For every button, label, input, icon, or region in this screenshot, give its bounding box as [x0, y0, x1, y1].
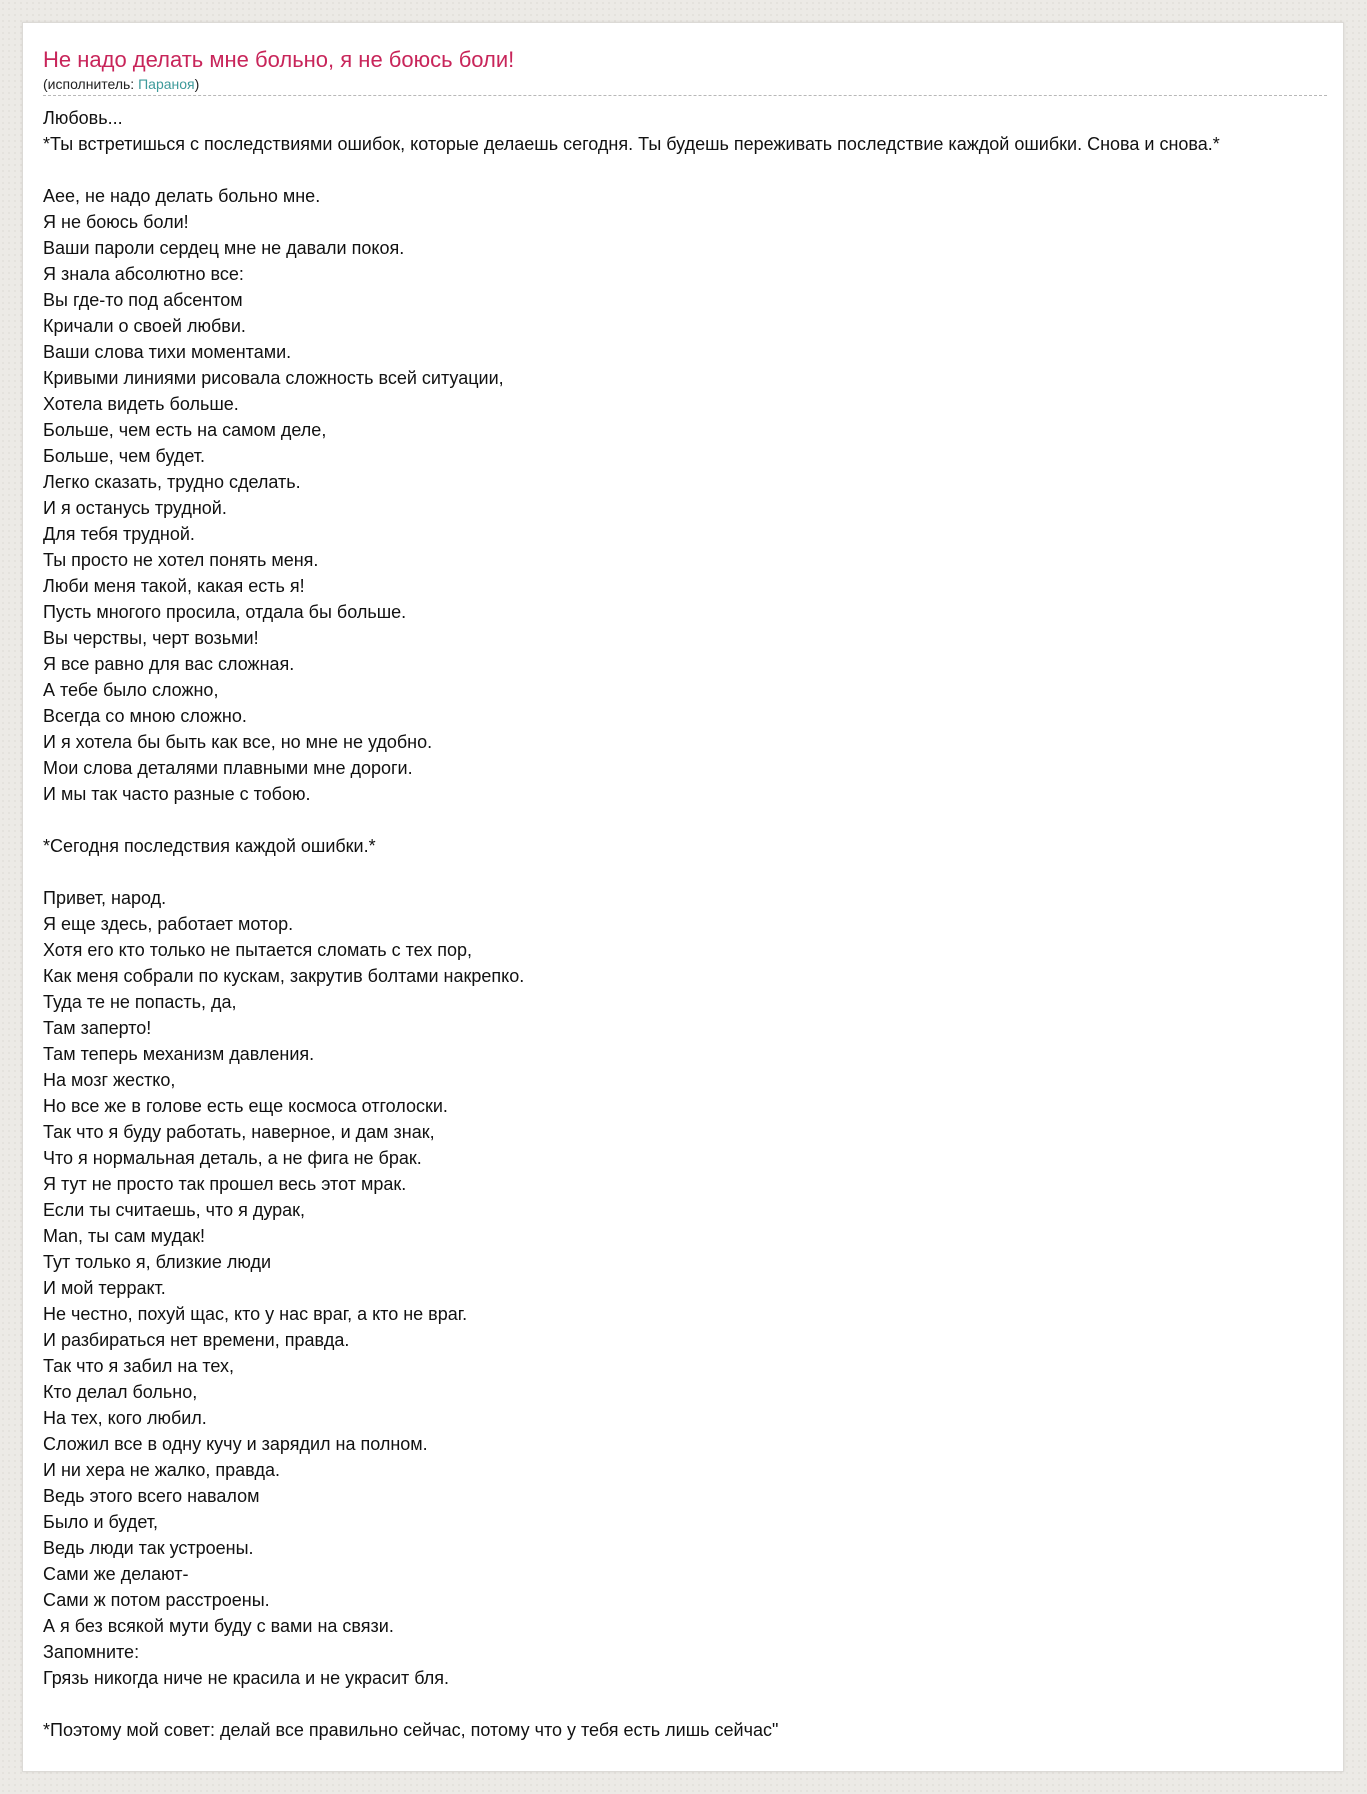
lyric-line: Привет, народ.	[43, 888, 167, 908]
artist-link[interactable]: Параноя	[138, 76, 195, 92]
lyric-line: Пусть многого просила, отдала бы больше.	[43, 602, 407, 622]
artist-prefix: (исполнитель:	[43, 76, 139, 92]
lyric-line: Там заперто!	[43, 1018, 152, 1038]
lyric-line: Ведь этого всего навалом	[43, 1486, 260, 1506]
lyric-line: Грязь никогда ниче не красила и не украсит бля.	[43, 1668, 450, 1688]
lyric-line: Сами же делают-	[43, 1564, 189, 1584]
lyric-line: Не честно, похуй щас, кто у нас враг, а кто не враг.	[43, 1304, 468, 1324]
lyric-line: Кривыми линиями рисовала сложность всей ситуации,	[43, 368, 504, 388]
lyric-blank-line	[43, 859, 1344, 885]
lyric-line: Кто делал больно,	[43, 1382, 198, 1402]
lyric-line: Люби меня такой, какая есть я!	[43, 576, 305, 596]
lyric-line: Аее, не надо делать больно мне.	[43, 186, 321, 206]
lyric-line: Легко сказать, трудно сделать.	[43, 472, 301, 492]
lyric-line: Вы где-то под абсентом	[43, 290, 243, 310]
lyric-line: Что я нормальная деталь, а не фига не брак.	[43, 1148, 422, 1168]
lyric-line: Как меня собрали по кускам, закрутив болтами накрепко.	[43, 966, 525, 986]
lyric-line: Там теперь механизм давления.	[43, 1044, 315, 1064]
lyric-line: И мы так часто разные с тобою.	[43, 784, 311, 804]
lyric-line: *Поэтому мой совет: делай все правильно сейчас, потому что у тебя есть лишь сейчас"	[43, 1720, 779, 1740]
lyric-blank-line	[43, 1691, 1344, 1717]
lyric-line: А я без всякой мути буду с вами на связи.	[43, 1616, 394, 1636]
lyric-line: Ваши слова тихи моментами.	[43, 342, 292, 362]
lyric-line: Туда те не попасть, да,	[43, 992, 237, 1012]
lyric-line: Запомните:	[43, 1642, 140, 1662]
lyric-line: И я останусь трудной.	[43, 498, 227, 518]
lyric-line: Любовь...	[43, 108, 123, 128]
lyric-line: Хотела видеть больше.	[43, 394, 239, 414]
lyric-line: Тут только я, близкие люди	[43, 1252, 272, 1272]
lyric-line: Всегда со мною сложно.	[43, 706, 247, 726]
lyric-blank-line	[43, 157, 1344, 183]
lyric-line: Вы черствы, черт возьми!	[43, 628, 259, 648]
lyric-line: *Ты встретишься с последствиями ошибок, которые делаешь сегодня. Ты будешь переживать последствие каждой ошибки. Снова и снова.*	[43, 134, 1220, 154]
lyric-line: Но все же в голове есть еще космоса отголоски.	[43, 1096, 448, 1116]
lyric-line: На мозг жестко,	[43, 1070, 176, 1090]
lyric-line: *Сегодня последствия каждой ошибки.*	[43, 836, 376, 856]
lyric-line: Так что я буду работать, наверное, и дам знак,	[43, 1122, 435, 1142]
lyric-line: Ведь люди так устроены.	[43, 1538, 254, 1558]
lyric-line: Ваши пароли сердец мне не давали покоя.	[43, 238, 405, 258]
lyric-line: Сами ж потом расстроены.	[43, 1590, 270, 1610]
lyric-line: И ни хера не жалко, правда.	[43, 1460, 281, 1480]
lyric-line: Мои слова деталями плавными мне дороги.	[43, 758, 413, 778]
lyric-line: Если ты считаешь, что я дурак,	[43, 1200, 306, 1220]
artist-line	[43, 75, 1327, 93]
lyric-line: Я не боюсь боли!	[43, 212, 189, 232]
lyric-line: Больше, чем будет.	[43, 446, 206, 466]
artist-suffix: )	[194, 76, 200, 92]
lyric-line: Я знала абсолютно все:	[43, 264, 244, 284]
content-card	[22, 22, 1344, 1772]
lyric-line: И мой терракт.	[43, 1278, 166, 1298]
lyric-line: Больше, чем есть на самом деле,	[43, 420, 327, 440]
lyric-line: Я тут не просто так прошел весь этот мрак.	[43, 1174, 407, 1194]
song-title: Не надо делать мне больно, я не боюсь боли!	[43, 47, 515, 72]
lyric-line: На тех, кого любил.	[43, 1408, 207, 1428]
lyric-line: Для тебя трудной.	[43, 524, 195, 544]
lyric-line: Было и будет,	[43, 1512, 159, 1532]
lyric-line: Я все равно для вас сложная.	[43, 654, 295, 674]
lyric-line: Сложил все в одну кучу и зарядил на полном.	[43, 1434, 428, 1454]
song-header	[43, 45, 1327, 96]
lyric-line: Я еще здесь, работает мотор.	[43, 914, 294, 934]
lyric-line: Хотя его кто только не пытается сломать с тех пор,	[43, 940, 473, 960]
lyric-line: Так что я забил на тех,	[43, 1356, 234, 1376]
lyric-line: Ты просто не хотел понять меня.	[43, 550, 319, 570]
lyrics-body	[43, 105, 1344, 1743]
header-divider	[43, 95, 1327, 96]
lyric-line: И разбираться нет времени, правда.	[43, 1330, 350, 1350]
lyric-line: И я хотела бы быть как все, но мне не удобно.	[43, 732, 433, 752]
lyric-line: Кричали о своей любви.	[43, 316, 246, 336]
lyric-blank-line	[43, 807, 1344, 833]
lyric-line: А тебе было сложно,	[43, 680, 219, 700]
lyric-line: Man, ты сам мудак!	[43, 1226, 205, 1246]
